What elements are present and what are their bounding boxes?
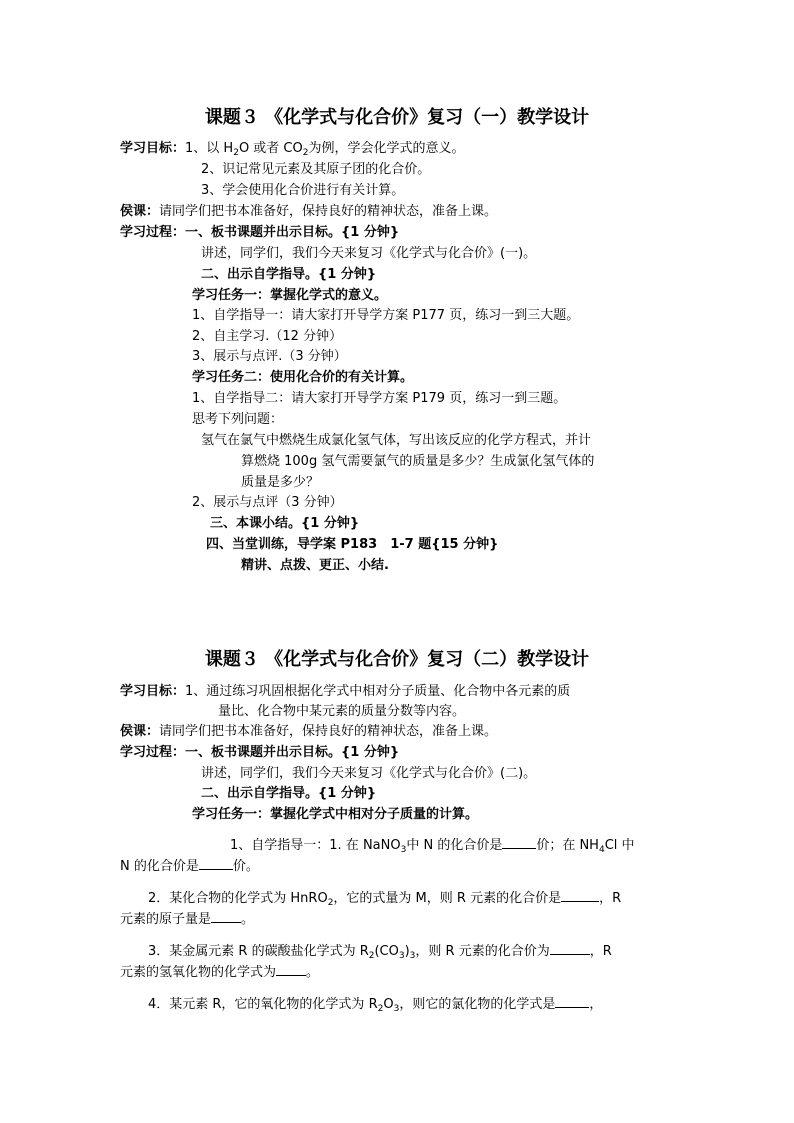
section1-task1-item-1: 1、自学指导一：请大家打开导学方案 P177 页，练习一到三大题。 bbox=[192, 308, 580, 323]
section1-step-2: 二、出示自学指导。{1 分钟} bbox=[201, 267, 377, 282]
answer-blank bbox=[276, 963, 306, 976]
section1-task2-item-2: 2、展示与点评（3 分钟） bbox=[192, 495, 343, 510]
answer-blank bbox=[550, 942, 590, 955]
section2-goal-line-1: 学习目标：1、通过练习巩固根据化学式中相对分子质量、化合物中各元素的质 bbox=[120, 684, 571, 699]
section1-goal-2: 2、识记常见元素及其原子团的化合价。 bbox=[201, 162, 431, 177]
section1-task2-item-1: 1、自学指导二：请大家打开导学方案 P179 页，练习一到三题。 bbox=[192, 391, 567, 406]
answer-blank bbox=[502, 836, 536, 849]
prep-label: 侯课： bbox=[120, 724, 160, 739]
section1-task1-item-2: 2、自主学习.（12 分钟） bbox=[192, 329, 343, 344]
question-1-line-1: 1、自学指导一：1. 在 NaNO$_3$中 N 的化合价是 价；在 $NH_4Cl$ 中 bbox=[230, 838, 635, 855]
goal-label: 学习目标： bbox=[120, 684, 186, 699]
step-1: 一、板书课题并出示目标。{1 分钟} bbox=[185, 745, 400, 760]
step-1: 一、板书课题并出示目标。{1 分钟} bbox=[185, 225, 400, 240]
section1-task2-question-1: 氢气在氯气中燃烧生成氯化氢气体，写出该反应的化学方程式，并计 bbox=[201, 433, 592, 448]
section2-goal-line-2: 量比、化合物中某元素的质量分数等内容。 bbox=[218, 704, 466, 719]
section2-process-line bbox=[120, 743, 399, 763]
answer-blank bbox=[561, 889, 599, 902]
section2-step1-text: 讲述，同学们，我们今天来复习《化学式与化合价》(二)。 bbox=[201, 766, 537, 781]
section2-title: 课题３ 《化学式与化合价》复习（二）教学设计 bbox=[204, 649, 590, 670]
question-2-line-2: 元素的原子量是 。 bbox=[120, 912, 255, 927]
question-4-line-1: 4．某元素 R，它的氧化物的化学式为 $R_2O_3$，则它的氯化物的化学式是 ， bbox=[148, 997, 603, 1014]
section1-step-3: 三、本课小结。{1 分钟} bbox=[210, 516, 360, 531]
question-3-line-1: 3．某金属元素 R 的碳酸盐化学式为 $R_2(CO_3)_3$，则 R 元素的化合价为 ，R bbox=[148, 944, 612, 961]
section1-task2-question-3: 质量是多少？ bbox=[241, 475, 320, 490]
section2-prep-line: 侯课：请同学们把书本准备好，保持良好的精神状态，准备上课。 bbox=[120, 724, 498, 739]
question-1-line-2: N 的化合价是 价。 bbox=[120, 859, 259, 874]
section1-task-2: 学习任务二：使用化合价的有关计算。 bbox=[192, 370, 414, 385]
section1-task2-question-2: 算燃烧 100g 氢气需要氯气的质量是多少？生成氯化氢气体的 bbox=[241, 454, 595, 469]
question-2-line-1: 2．某化合物的化学式为 HnRO$_2$，它的式量为 M，则 R 元素的化合价是 ，R bbox=[148, 891, 622, 908]
section1-step1-text: 讲述，同学们，我们今天来复习《化学式与化合价》(一)。 bbox=[201, 246, 537, 261]
section1-goal-line-1: 学习目标：1、以 $H_2O$ 或者 $CO_2$为例，学会化学式的意义。 bbox=[120, 141, 465, 158]
answer-blank bbox=[211, 910, 241, 923]
process-label: 学习过程： bbox=[120, 745, 186, 760]
section1-task2-think: 思考下列问题： bbox=[192, 412, 284, 427]
section1-title: 课题３ 《化学式与化合价》复习（一）教学设计 bbox=[204, 107, 590, 128]
goal-label: 学习目标： bbox=[120, 141, 186, 156]
question-3-line-2: 元素的氢氧化物的化学式为 。 bbox=[120, 965, 320, 980]
section1-task-1: 学习任务一：掌握化学式的意义。 bbox=[192, 288, 388, 303]
section2-step-2: 二、出示自学指导。{1 分钟} bbox=[201, 786, 377, 801]
section2-task-1: 学习任务一：掌握化学式中相对分子质量的计算。 bbox=[192, 807, 479, 822]
answer-blank bbox=[199, 857, 233, 870]
section1-prep-line: 侯课：请同学们把书本准备好，保持良好的精神状态，准备上课。 bbox=[120, 204, 498, 219]
prep-label: 侯课： bbox=[120, 204, 160, 219]
answer-blank bbox=[555, 995, 589, 1008]
section1-goal-3: 3、学会使用化合价进行有关计算。 bbox=[201, 183, 405, 198]
section1-task1-item-3: 3、展示与点评.（3 分钟） bbox=[192, 349, 347, 364]
section1-process-line bbox=[120, 223, 399, 243]
section1-step4-text: 精讲、点拨、更正、小结. bbox=[241, 558, 389, 573]
section1-step-4: 四、当堂训练，导学案 P183 1-7 题{15 分钟} bbox=[206, 537, 499, 552]
process-label: 学习过程： bbox=[120, 225, 186, 240]
